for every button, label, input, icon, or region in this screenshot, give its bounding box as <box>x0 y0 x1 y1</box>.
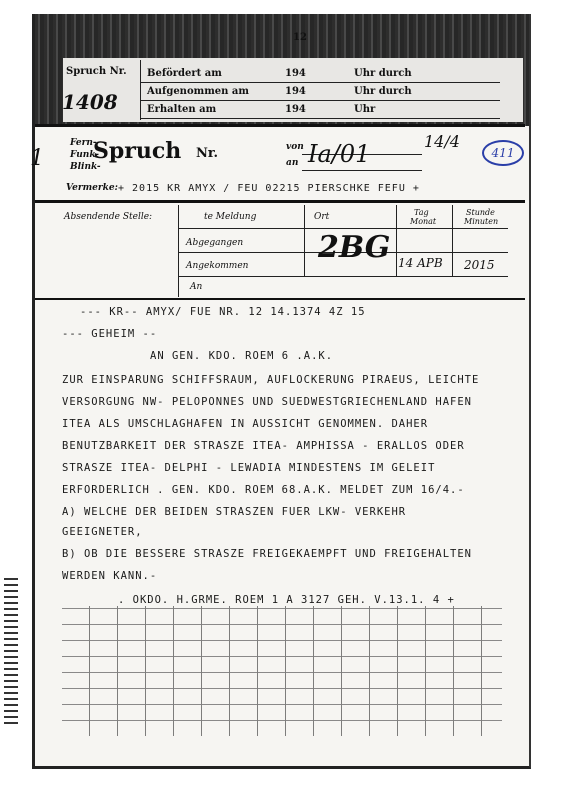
header-rule-2 <box>140 100 500 101</box>
table-left-border <box>178 205 179 297</box>
uhr-durch-a: Uhr durch <box>354 68 412 79</box>
tally-grid <box>62 606 502 736</box>
uhr-label: Uhr <box>354 104 376 115</box>
an-row-label: An <box>190 282 203 292</box>
message-line-8: GEEIGNETER, <box>62 526 143 538</box>
message-signature: . OKDO. H.GRME. ROEM 1 A 3127 GEH. V.13.1. 4 + <box>118 594 455 606</box>
monat-label: Monat <box>410 217 437 226</box>
ort-value: 2BG <box>318 230 391 265</box>
header-divider <box>140 60 141 120</box>
blink-label: Blink- <box>70 162 101 172</box>
vermerke-value: + 2015 KR AMYX / FEU 02215 PIERSCHKE FEFU + <box>118 183 420 194</box>
table-row-rule-2 <box>178 276 508 277</box>
aufgenommen-label: Aufgenommen am <box>147 86 249 97</box>
table-col-tag <box>396 205 397 277</box>
tag-label: Tag <box>414 208 429 217</box>
message-line-3: ITEA ALS UMSCHLAGHAFEN IN AUSSICHT GENOMMEN. DAHER <box>62 418 429 430</box>
table-bottom-rule <box>35 298 525 300</box>
header-rule-1 <box>140 82 500 83</box>
initials: 14/4 <box>424 132 460 151</box>
year-194-a: 194 <box>285 68 306 79</box>
message-address: AN GEN. KDO. ROEM 6 .A.K. <box>150 350 334 362</box>
abgegangen-label: Abgegangen <box>186 238 244 248</box>
spruch-title: Spruch <box>93 138 182 164</box>
message-line-2: VERSORGUNG NW- PELOPONNES UND SUEDWESTGRIECHENLAND HAFEN <box>62 396 473 408</box>
an-value: Ia/01 <box>308 140 371 168</box>
vermerke-label: Vermerke: <box>66 183 118 193</box>
year-194-c: 194 <box>285 104 306 115</box>
vermerke-rule <box>35 200 525 203</box>
message-secret: --- GEHEIM -- <box>62 328 158 340</box>
an-label: an <box>286 158 299 168</box>
message-preamble: --- KR-- AMYX/ FUE NR. 12 14.1374 4Z 15 <box>80 306 366 318</box>
stunde-label: Stunde <box>466 208 495 217</box>
spruch-nr-header-label: Spruch Nr. <box>66 66 127 77</box>
erhalten-label: Erhalten am <box>147 104 217 115</box>
uhr-durch-b: Uhr durch <box>354 86 412 97</box>
spruch-nr-value: 1408 <box>62 90 118 114</box>
minuten-label: Minuten <box>464 217 499 226</box>
meldung-label: te Meldung <box>204 212 257 222</box>
ort-label: Ort <box>314 212 330 222</box>
von-label: von <box>286 142 304 152</box>
time-value: 2015 <box>464 258 495 272</box>
date-value: 14 APB <box>398 256 443 270</box>
message-line-1: ZUR EINSPARUNG SCHIFFSRAUM, AUFLOCKERUNG PIRAEUS, LEICHTE <box>62 374 480 386</box>
page-number: 12 <box>293 32 307 43</box>
header-rule-3 <box>140 118 500 119</box>
absendende-label: Absendende Stelle: <box>64 212 153 222</box>
message-line-7: A) WELCHE DER BEIDEN STRASZEN FUER LKW- VERKEHR <box>62 506 407 518</box>
funk-label: Funk- <box>70 150 99 160</box>
angekommen-label: Angekommen <box>186 261 249 271</box>
circled-note: 411 <box>482 140 524 166</box>
nr-label: Nr. <box>196 146 219 161</box>
message-line-6: ERFORDERLICH . GEN. KDO. ROEM 68.A.K. MELDET ZUM 16/4.- <box>62 484 465 496</box>
message-line-4: BENUTZBARKEIT DER STRASZE ITEA- AMPHISSA - ERALLOS ODER <box>62 440 465 452</box>
year-194-b: 194 <box>285 86 306 97</box>
fern-label: Fern- <box>70 138 97 148</box>
table-col-stunde <box>452 205 453 277</box>
message-line-10: WERDEN KANN.- <box>62 570 158 582</box>
an-line <box>302 170 422 171</box>
margin-mark: 1 <box>30 146 44 171</box>
table-header-rule <box>178 228 508 229</box>
message-line-9: B) OB DIE BESSERE STRASZE FREIGEKAEMPFT UND FREIGEHALTEN <box>62 548 473 560</box>
message-line-5: STRASZE ITEA- DELPHI - LEWADIA MINDESTENS IM GELEIT <box>62 462 436 474</box>
table-col-ort <box>304 205 305 277</box>
margin-stamp <box>4 574 18 724</box>
header-bottom-rule <box>35 124 525 127</box>
befoerdert-label: Befördert am <box>147 68 222 79</box>
